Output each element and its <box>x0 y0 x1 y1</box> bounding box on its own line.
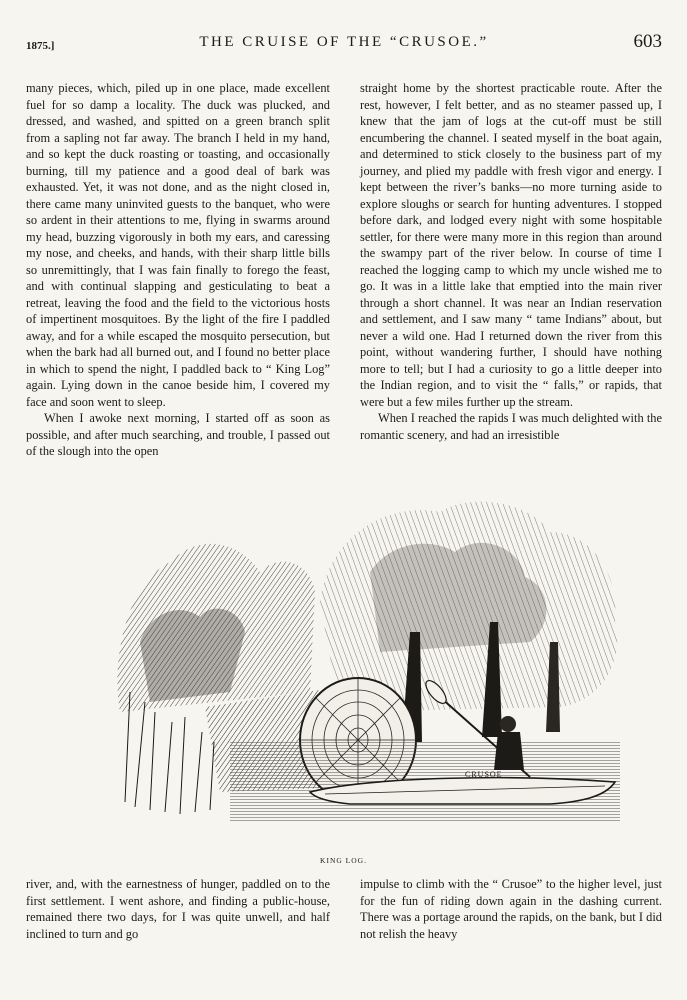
header-title: THE CRUISE OF THE “CRUSOE.” <box>199 34 489 50</box>
paragraph: river, and, with the earnestness of hunger, paddled on to the first settlement. I went ashore, and finding a public-house, remained there two days, for I was quite unwell, and half inclined to turn and go <box>26 877 330 941</box>
page-header <box>26 31 662 56</box>
bottom-right-column <box>360 876 662 942</box>
paragraph: impulse to climb with the “ Crusoe” to the higher level, just for the fun of riding down again in the dashing current. There was a portage around the rapids, on the bank, but I did not relish the heavy <box>360 877 662 941</box>
canoe-name: CRUSOE <box>465 770 503 779</box>
paragraph: many pieces, which, piled up in one place, made excellent fuel for so damp a locality. The duck was plucked, and dressed, and washed, and spitted on a green branch split from a sapling not far away. The branch I held in my hand, and so kept the duck roasting or toasting, and occasionally burning, till my patience and a good deal of bark was exhausted. Yet, it was not done, and as the night closed in, there came many uninvited guests to the banquet, who were so ardent in their attentions to me, flying in swarms around my head, buzzing vigorously in both my ears, and caressing my nose, and cheeks, and hands, with their sharp little bills so unremittingly, that I was fain finally to forego the feast, and with continual slapping and gesticulating to beat a retreat, leaving the food and the field to the victorious hosts of impertinent mosquitoes. By the light of the fire I paddled away, and for a while escaped the mosquito persecution, but when the bark had all burned out, and I found no better place in which to spend the night, I paddled back to “ King Log” again. Lying down in the canoe beside him, I covered my face and soon went to sleep. <box>26 81 330 409</box>
figure-caption: KING LOG. <box>320 856 367 865</box>
header-date: 1875.] <box>26 40 55 52</box>
king-log-illustration <box>110 492 630 840</box>
right-column <box>360 80 662 443</box>
paragraph: When I reached the rapids I was much delighted with the romantic scenery, and had an irresistible <box>360 411 662 442</box>
bottom-left-column <box>26 876 330 942</box>
page-number: 603 <box>633 31 662 52</box>
paragraph: When I awoke next morning, I started off as soon as possible, and after much searching, and trouble, I passed out of the slough into the open <box>26 411 330 458</box>
paragraph: straight home by the shortest practicable route. After the rest, however, I felt better, and as no steamer passed up, I knew that the jam of logs at the cut-off must be still encumbering the channel. I seated myself in the boat again, and determined to stick closely to the business part of my journey, and plied my paddle with fresh vigor and energy. I kept between the river’s banks—no more turning aside to explore sloughs or search for hunting adventures. I stopped before dark, and lodged every night with some hospitable settler, for there were many more in this region than around the swampy part of the river below. In course of time I reached the logging camp to which my uncle wished me to go. It was in a little lake that emptied into the main river through a short channel. It was near an Indian reservation and settlement, and I saw many “ tame Indians” about, but never a wild one. Had I returned down the river from this point, without wandering further, I should have nothing more to tell; but I had a curiosity to go a little deeper into the Indian region, and to visit the “ falls,” or rapids, that were but a few miles further up the stream. <box>360 81 662 409</box>
left-column <box>26 80 330 460</box>
